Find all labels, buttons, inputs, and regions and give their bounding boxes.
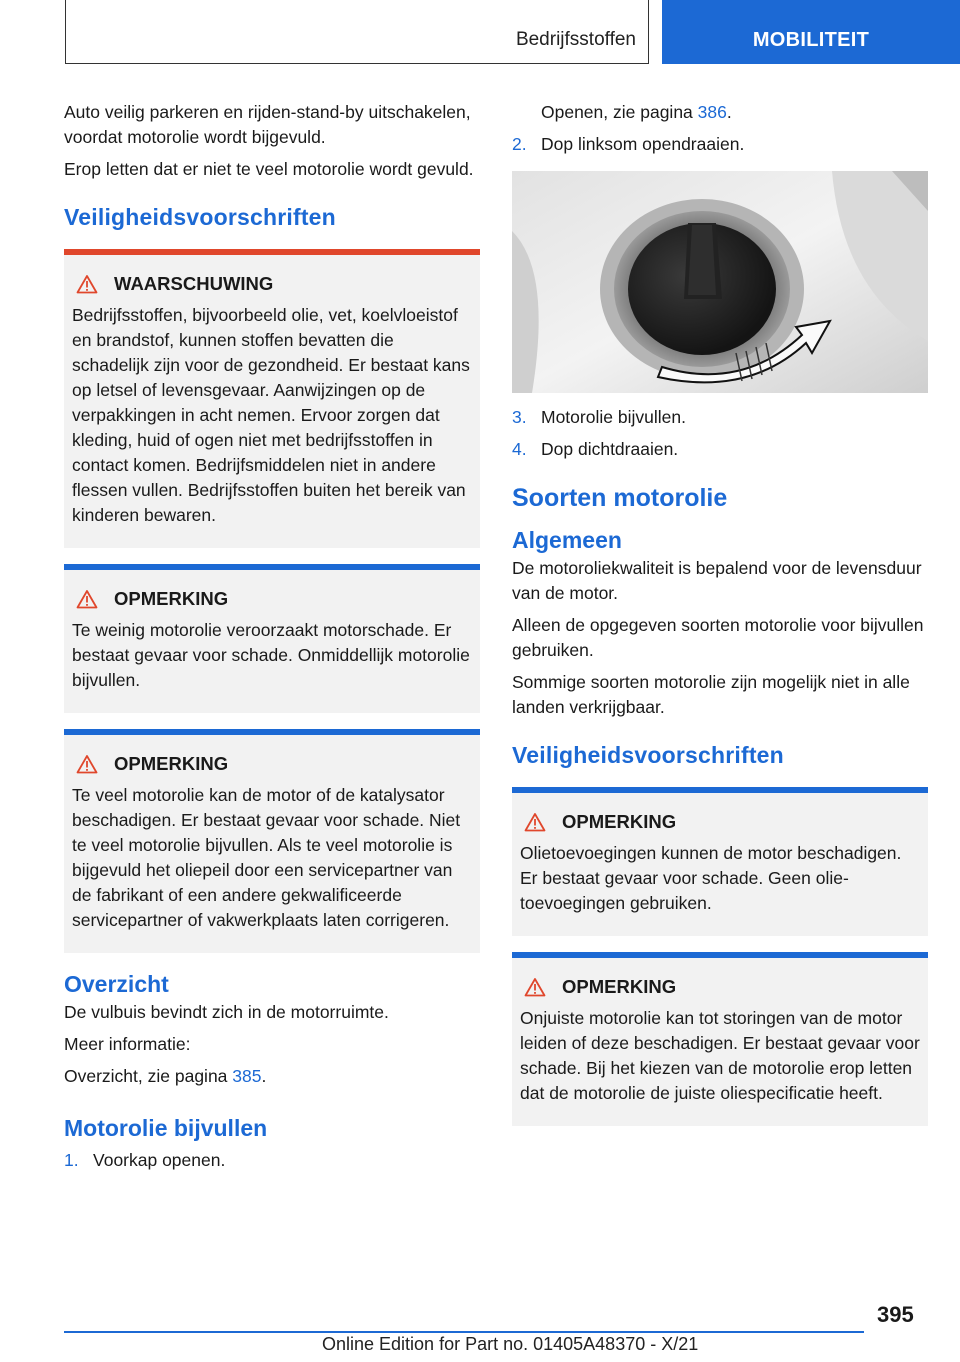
overview-page-link[interactable]: 385 [232,1066,262,1086]
page-number: 395 [877,1302,914,1327]
oil-cap-illustration [512,171,928,393]
step-4 [512,437,928,462]
warning-text: Bedrijfsstoffen, bijvoorbeeld olie, vet, koelvloeistof en brandstof, kunnen stoffen bevatten die schadelijk zijn voor de gezondheid. Er bestaat kans op letsel of levensgevaar. Aanwijzingen op de verpakkingen in acht nemen. Ervoor zorgen dat kleding, huid of ogen niet met bedrijfsstoffen in contact komen. Bedrijfsmiddelen niet in andere flessen vullen. Bedrijfsstoffen buiten het bereik van kinderen bewaren. [72,305,470,525]
note-box-4 [512,952,928,1126]
left-column [64,100,480,1180]
overview-text-1: De vulbuis bevindt zich in de motorruimte. [64,1002,389,1022]
note-title-text: OPMERKING [114,753,229,774]
step-text: Dop linksom opendraaien. [541,134,745,154]
note-title-text: OPMERKING [114,588,229,609]
overview-text-2: Meer informatie: [64,1034,191,1054]
oil-types-heading: Soorten motorolie [512,484,728,512]
note-title-4 [520,976,920,998]
step-3 [512,405,928,430]
general-paragraph-1: De motoroliekwaliteit is bepalend voor de levensduur van de motor. [512,558,922,603]
safety-heading-right: Veiligheidsvoorschriften [512,742,784,768]
footer-divider [64,1331,864,1333]
step-1-continued [512,100,928,125]
step-number: 2. [512,134,527,154]
step-number: 1. [64,1150,79,1170]
header-section-box [65,0,649,64]
note-title-1 [72,588,472,610]
step1-ref-suffix: . [726,102,732,122]
warning-triangle-icon [76,274,98,294]
note-text-1: Te weinig motorolie veroorzaakt motorschade. Er bestaat gevaar voor schade. Onmiddellijk motorolie bijvullen. [72,620,470,690]
note-box-1 [64,564,480,713]
note-title-text: OPMERKING [562,811,677,832]
step-text: Motorolie bijvullen. [541,407,686,427]
intro-paragraph-1: Auto veilig parkeren en rijden-stand-by uitschakelen, voordat motorolie wordt bijgevuld. [64,102,471,147]
safety-heading: Veiligheidsvoorschriften [64,204,336,230]
overview-reference [64,1064,480,1089]
warning-box [64,249,480,548]
general-paragraph-2: Alleen de opgegeven soorten motorolie voor bijvullen gebruiken. [512,615,924,660]
header-chapter-tab: MOBILITEIT [662,0,960,64]
step-text: Dop dichtdraaien. [541,439,679,459]
warning-triangle-icon [76,754,98,774]
note-text-4: Onjuiste motorolie kan tot storingen van de motor leiden of deze beschadigen. Er bestaat gevaar voor schade. Bij het kiezen van de motorolie erop letten dat de motorolie de juiste oliespecificatie heeft. [520,1008,920,1103]
hood-page-link[interactable]: 386 [697,102,727,122]
step-number: 3. [512,407,527,427]
general-paragraph-3: Sommige soorten motorolie zijn mogelijk niet in alle landen verkrijgbaar. [512,672,910,717]
step-number: 4. [512,439,527,459]
warning-triangle-icon [76,589,98,609]
overview-ref-suffix: . [261,1066,267,1086]
overview-ref-prefix: Overzicht, zie pagina [64,1066,233,1086]
note-box-3 [512,787,928,936]
general-heading: Algemeen [512,527,622,553]
header-section-title: Bedrijfsstoffen [515,29,636,50]
note-text-3: Olietoevoegingen kunnen de motor beschadigen. Er bestaat gevaar voor schade. Geen olietoevoegingen gebruiken. [520,843,902,913]
warning-triangle-icon [524,812,546,832]
note-box-2 [64,729,480,953]
right-column [512,100,928,1142]
note-title-2 [72,753,472,775]
refill-heading: Motorolie bijvullen [64,1115,268,1141]
note-title-text: OPMERKING [562,976,677,997]
warning-triangle-icon [524,977,546,997]
warning-title [72,273,472,295]
footer-edition: Online Edition for Part no. 01405A48370 - X/21 [322,1334,699,1354]
oil-cap-image [512,171,928,393]
note-title-3 [520,811,920,833]
overview-heading: Overzicht [64,971,169,997]
step-1 [64,1148,480,1173]
intro-paragraph-2: Erop letten dat er niet te veel motorolie wordt gevuld. [64,159,474,179]
step-text: Voorkap openen. [93,1150,226,1170]
note-text-2: Te veel motorolie kan de motor of de katalysator beschadigen. Er bestaat gevaar voor schade. Niet te veel motorolie bijvullen. Als te veel motorolie is bijgevuld het oliepeil door een servicepartner van de fabrikant of een andere gekwalificeerde servicepartner of vakwerkplaats laten corrigeren. [72,785,461,930]
step-2 [512,132,928,157]
step1-ref-prefix: Openen, zie pagina [541,102,698,122]
warning-title-text: WAARSCHUWING [114,273,274,294]
